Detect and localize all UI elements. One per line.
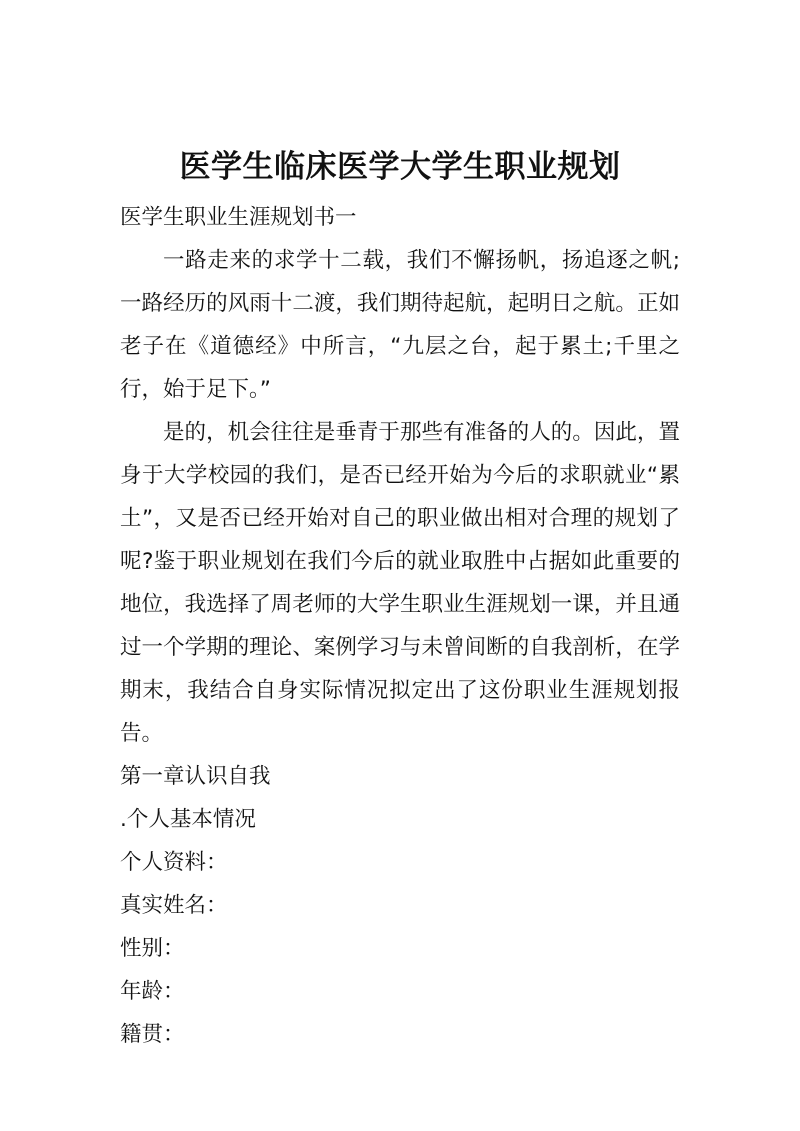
field-label-age: 年龄： (120, 979, 185, 1004)
field-label-name: 真实姓名： (120, 893, 228, 918)
field-label-gender: 性别： (120, 936, 185, 961)
field-label-profile: 个人资料： (120, 850, 228, 875)
section-heading: .个人基本情况 (120, 807, 256, 832)
chapter-heading: 第一章认识自我 (120, 764, 271, 789)
paragraph-intro: 一路走来的求学十二载，我们不懈扬帆，扬追逐之帆;一路经历的风雨十二渡，我们期待起航，起明日之航。正如老子在《道德经》中所言，“九层之台，起于累土;千里之行，始于足下。” (120, 248, 680, 402)
field-label-hometown: 籍贯： (120, 1022, 185, 1047)
document-body (120, 196, 680, 1056)
document-subtitle: 医学生职业生涯规划书一 (120, 205, 357, 230)
paragraph-main: 是的，机会往往是垂青于那些有准备的人的。因此，置身于大学校园的我们，是否已经开始为今后的求职就业“累土”，又是否已经开始对自己的职业做出相对合理的规划了呢?鉴于职业规划在我们今后的就业取胜中占据如此重要的地位，我选择了周老师的大学生职业生涯规划一课，并且通过一个学期的理论、案例学习与未曾间断的自我剖析，在学期末，我结合自身实际情况拟定出了这份职业生涯规划报告。 (120, 420, 680, 746)
document-title: 医学生临床医学大学生职业规划 (179, 148, 621, 185)
